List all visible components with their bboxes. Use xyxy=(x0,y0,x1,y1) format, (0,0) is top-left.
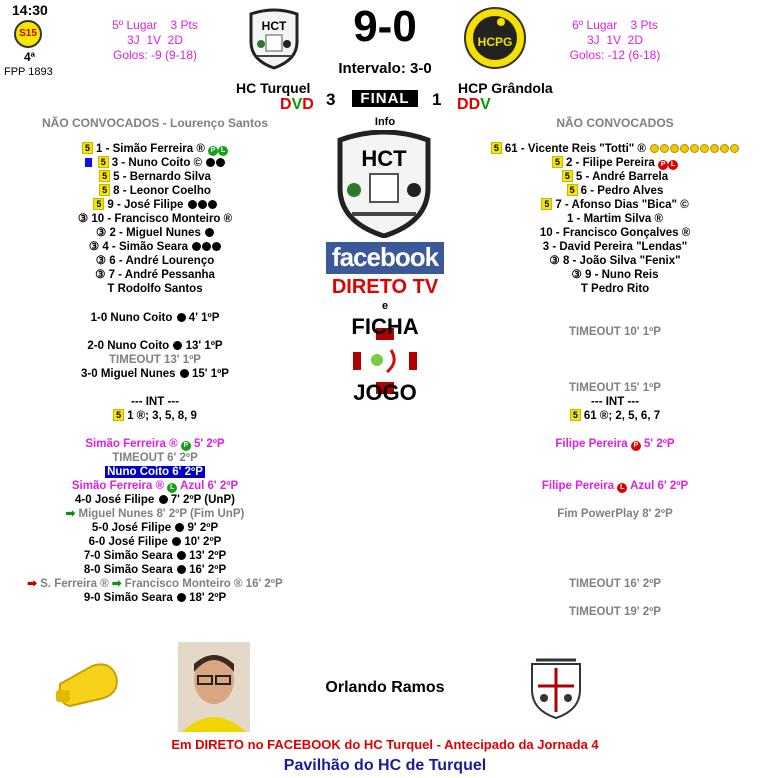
event-text: Simão Ferreira ® xyxy=(85,438,178,450)
player-name: 4 - Simão Seara xyxy=(102,241,188,253)
three-badge: ③ xyxy=(88,241,100,253)
goal-icon xyxy=(216,158,225,167)
away-player-row xyxy=(460,142,770,156)
goal-event xyxy=(0,591,310,605)
away-player-row xyxy=(460,184,770,198)
goal-event xyxy=(0,339,310,353)
svg-text:HCT: HCT xyxy=(361,146,407,171)
player-name: 2 - Filipe Pereira xyxy=(565,157,655,169)
goal-event xyxy=(0,311,310,325)
goal-icon xyxy=(177,551,186,560)
card-icon: L xyxy=(668,160,678,170)
home-team-logo xyxy=(245,8,303,70)
goal-icon xyxy=(177,565,186,574)
event-text: Francisco Monteiro ® 16' 2ºP xyxy=(124,578,283,590)
interval-marker: --- INT --- xyxy=(591,396,639,408)
goal-icon xyxy=(173,341,182,350)
event-time: 9' 2ºP xyxy=(187,522,219,534)
event-text: Simão Ferreira ® xyxy=(71,480,165,492)
five-badge: 5 xyxy=(491,142,502,154)
ficha-bottom-label: JOGO xyxy=(353,380,417,405)
goal-icon xyxy=(660,144,669,153)
card-icon: L xyxy=(617,483,627,493)
home-player-row xyxy=(0,240,310,254)
status-badge: FINAL xyxy=(352,90,418,107)
form-result: D xyxy=(457,96,469,113)
timeout-event: TIMEOUT 16' 2ºP xyxy=(569,578,661,590)
event-text: 7-0 Simão Seara xyxy=(83,550,173,562)
association-logo xyxy=(526,654,586,720)
interval-lineup xyxy=(460,409,770,423)
home-coach-row xyxy=(0,282,310,296)
goal-event xyxy=(0,521,310,535)
event-text: 9-0 Simão Seara xyxy=(83,592,173,604)
home-player-row xyxy=(0,184,310,198)
coach-name: Pedro Rito xyxy=(591,283,650,295)
event-text: 2-0 Nuno Coito xyxy=(87,340,170,352)
penalty-icon: P xyxy=(631,441,641,451)
away-player-row xyxy=(460,198,770,212)
player-name: 9 - Nuno Reis xyxy=(585,269,659,281)
away-player-row xyxy=(460,226,770,240)
final-score: 9-0 xyxy=(353,2,417,51)
penalty-icon: P xyxy=(658,160,668,170)
form-result: V xyxy=(480,96,491,113)
home-player-row xyxy=(0,268,310,282)
event-time: 5' 2ºP xyxy=(644,438,675,450)
player-name: 3 - Nuno Coito © xyxy=(111,157,203,169)
goal-icon xyxy=(177,313,186,322)
substitution-event xyxy=(0,577,310,591)
home-player-row xyxy=(0,226,310,240)
away-player-row xyxy=(460,170,770,184)
player-name: 8 - Leonor Coelho xyxy=(113,185,211,197)
home-player-row xyxy=(0,212,310,226)
svg-text:HCPG: HCPG xyxy=(477,35,513,49)
sub-in-icon: ➡ xyxy=(65,508,76,520)
goal-event xyxy=(0,367,310,381)
interval-marker: --- INT --- xyxy=(131,396,179,408)
goal-icon xyxy=(650,144,659,153)
event-time: 4' 1ºP xyxy=(188,312,220,324)
and-label: e xyxy=(381,300,389,312)
sub-out-icon: ➡ xyxy=(27,578,37,590)
ficha-top-label: FICHA xyxy=(351,314,419,339)
timeout-event: TIMEOUT 13' 1ºP xyxy=(109,354,201,366)
three-badge: ③ xyxy=(77,213,89,225)
card-icon: L xyxy=(218,146,228,156)
away-form xyxy=(457,96,491,114)
home-record: 3J 1V 2D xyxy=(126,33,184,47)
away-team-name: HCP Grândola xyxy=(458,80,553,96)
five-badge: 5 xyxy=(82,142,93,154)
goal-icon xyxy=(720,144,729,153)
five-badge: 5 xyxy=(93,198,104,210)
goal-icon xyxy=(670,144,679,153)
venue-name: Pavilhão do HC de Turquel xyxy=(283,757,487,774)
coach-badge: T xyxy=(107,283,115,295)
card-event xyxy=(0,479,310,493)
interval-five: 1 ®; 3, 5, 8, 9 xyxy=(127,410,197,422)
goal-icon xyxy=(172,537,181,546)
blue-card-icon xyxy=(85,158,92,167)
player-name: 1 - Simão Ferreira ® xyxy=(95,143,205,155)
event-text: 1-0 Nuno Coito xyxy=(90,312,173,324)
form-result: V xyxy=(291,96,303,113)
home-score: 3 xyxy=(326,90,336,109)
powerplay-event: Fim PowerPlay 8' 2ºP xyxy=(557,508,673,520)
penalty-icon: P xyxy=(181,441,191,451)
goal-icon xyxy=(205,228,214,237)
three-badge: ③ xyxy=(95,227,107,239)
interval-lineup xyxy=(0,409,310,423)
home-player-row xyxy=(0,156,310,170)
federation-label: FPP 1893 xyxy=(4,66,53,78)
five-badge: 5 xyxy=(99,184,110,196)
goal-icon xyxy=(159,495,168,504)
three-badge: ③ xyxy=(571,269,582,281)
highlight-event xyxy=(0,465,310,479)
player-name: 6 - Pedro Alves xyxy=(580,185,664,197)
five-badge: 5 xyxy=(541,198,552,210)
card-event xyxy=(460,479,770,493)
event-time: 13' 1ºP xyxy=(185,340,223,352)
player-name: 8 - João Silva "Fenix" xyxy=(562,255,681,267)
card-event xyxy=(0,437,310,451)
event-text: S. Ferreira ® xyxy=(40,578,109,590)
event-text: 5-0 José Filipe xyxy=(91,522,172,534)
broadcast-note: Em DIRETO no FACEBOOK do HC Turquel - Antecipado da Jornada 4 xyxy=(171,737,599,752)
away-record: 3J 1V 2D xyxy=(586,33,644,47)
event-time: 18' 2ºP xyxy=(189,592,227,604)
goal-icon xyxy=(208,200,217,209)
goal-icon xyxy=(730,144,739,153)
event-time: 15' 1ºP xyxy=(191,368,229,380)
away-player-row xyxy=(460,240,770,254)
event-text: 4-0 José Filipe xyxy=(75,494,155,506)
event-time: 5' 2ºP xyxy=(194,438,225,450)
goal-icon xyxy=(212,242,221,251)
event-text: Filipe Pereira xyxy=(541,480,615,492)
away-goals: Golos: -12 (6-18) xyxy=(569,48,661,62)
penalty-icon: P xyxy=(208,146,218,156)
coach-badge: T xyxy=(580,283,588,295)
referee-photo xyxy=(178,642,250,732)
referee-name: Orlando Ramos xyxy=(325,679,445,696)
five-badge: 5 xyxy=(562,170,573,182)
goal-icon xyxy=(690,144,699,153)
center-club-logo xyxy=(332,130,436,238)
three-badge: ③ xyxy=(549,255,560,267)
home-player-row xyxy=(0,142,310,156)
form-result: D xyxy=(302,96,314,113)
player-name: 6 - André Lourenço xyxy=(109,255,215,267)
home-player-row xyxy=(0,170,310,184)
card-icon: L xyxy=(167,483,177,493)
away-player-row xyxy=(460,268,770,282)
goal-event xyxy=(0,493,310,507)
player-name: 5 - André Barrela xyxy=(575,171,669,183)
match-time: 14:30 xyxy=(12,2,48,18)
substitution-event xyxy=(0,507,310,521)
card-event xyxy=(460,437,770,451)
event-text: 3-0 Miguel Nunes xyxy=(81,368,176,380)
five-badge: 5 xyxy=(552,156,563,168)
event-text: Filipe Pereira xyxy=(555,438,628,450)
player-name: 10 - Francisco Monteiro ® xyxy=(91,213,233,225)
goal-icon xyxy=(206,158,215,167)
timeout-event: TIMEOUT 19' 2ºP xyxy=(569,606,661,618)
five-badge: 5 xyxy=(570,409,581,421)
away-coach-row xyxy=(460,282,770,296)
round-label: 4ª xyxy=(24,50,36,64)
goal-icon xyxy=(710,144,719,153)
player-name: 7 - Afonso Dias "Bica" © xyxy=(555,199,689,211)
goal-icon xyxy=(700,144,709,153)
goal-icon xyxy=(177,593,186,602)
event-time: Azul 6' 2ºP xyxy=(630,480,689,492)
goal-event xyxy=(0,535,310,549)
timeout-event: TIMEOUT 15' 1ºP xyxy=(569,382,661,394)
goal-icon xyxy=(175,523,184,532)
home-standing: 5º Lugar 3 Pts xyxy=(112,18,198,32)
player-name: 10 - Francisco Gonçalves ® xyxy=(539,227,691,239)
player-name: 1 - Martim Silva ® xyxy=(566,213,664,225)
five-badge: 5 xyxy=(113,409,124,421)
player-name: 9 - José Filipe xyxy=(107,199,184,211)
ficha-jogo-link[interactable] xyxy=(333,314,437,406)
player-name: 7 - André Pessanha xyxy=(108,269,215,281)
timeout-event: TIMEOUT 6' 2ºP xyxy=(112,452,198,464)
away-player-row xyxy=(460,156,770,170)
event-time: Azul 6' 2ºP xyxy=(180,480,239,492)
competition-badge: S15 xyxy=(14,20,42,48)
event-text: Nuno Coito 6' 2ºP xyxy=(107,466,203,478)
player-name: 2 - Miguel Nunes xyxy=(109,227,201,239)
home-player-row xyxy=(0,198,310,212)
away-player-row xyxy=(460,212,770,226)
player-name: 3 - David Pereira "Lendas" xyxy=(542,241,688,253)
five-badge: 5 xyxy=(567,184,578,196)
home-player-row xyxy=(0,254,310,268)
form-result: D xyxy=(468,96,481,113)
event-time: 7' 2ºP (UnP) xyxy=(170,494,235,506)
direto-tv-label: DIRETO TV xyxy=(331,276,439,298)
three-badge: ③ xyxy=(95,269,106,281)
goal-icon xyxy=(680,144,689,153)
away-not-called: NÃO CONVOCADOS xyxy=(556,116,674,130)
event-time: 16' 2ºP xyxy=(189,564,227,576)
away-player-row xyxy=(460,254,770,268)
home-form xyxy=(280,96,314,114)
event-text: 6-0 José Filipe xyxy=(88,536,168,548)
away-standing: 6º Lugar 3 Pts xyxy=(572,18,658,32)
goal-icon xyxy=(188,200,197,209)
goal-icon xyxy=(192,242,201,251)
goal-event xyxy=(0,549,310,563)
info-link[interactable]: Info xyxy=(374,116,396,128)
goal-icon xyxy=(202,242,211,251)
home-not-called: NÃO CONVOCADOS - Lourenço Santos xyxy=(41,116,268,130)
halftime-score: Intervalo: 3-0 xyxy=(338,60,432,77)
away-team-logo xyxy=(463,6,527,70)
event-text: 8-0 Simão Seara xyxy=(83,564,173,576)
five-badge: 5 xyxy=(99,170,110,182)
facebook-link[interactable]: facebook xyxy=(326,242,444,274)
event-time: 13' 2ºP xyxy=(189,550,227,562)
player-name: 61 - Vicente Reis "Totti" ® xyxy=(504,143,646,155)
player-name: 5 - Bernardo Silva xyxy=(113,171,211,183)
svg-text:HCT: HCT xyxy=(261,19,287,33)
home-goals: Golos: -9 (9-18) xyxy=(112,48,198,62)
goal-icon xyxy=(198,200,207,209)
whistle-icon xyxy=(52,654,122,714)
sub-in-icon: ➡ xyxy=(111,578,122,590)
three-badge: ③ xyxy=(95,255,107,267)
event-text: Miguel Nunes 8' 2ºP (Fim UnP) xyxy=(78,508,245,520)
coach-name: Rodolfo Santos xyxy=(117,283,203,295)
event-time: 10' 2ºP xyxy=(184,536,222,548)
home-team-name: HC Turquel xyxy=(236,80,311,96)
form-result: D xyxy=(280,96,292,113)
goal-icon xyxy=(180,369,189,378)
timeout-event: TIMEOUT 10' 1ºP xyxy=(569,326,661,338)
goal-event xyxy=(0,563,310,577)
away-score: 1 xyxy=(432,90,442,109)
interval-five: 61 ®; 2, 5, 6, 7 xyxy=(583,410,661,422)
five-badge: 5 xyxy=(98,156,109,168)
